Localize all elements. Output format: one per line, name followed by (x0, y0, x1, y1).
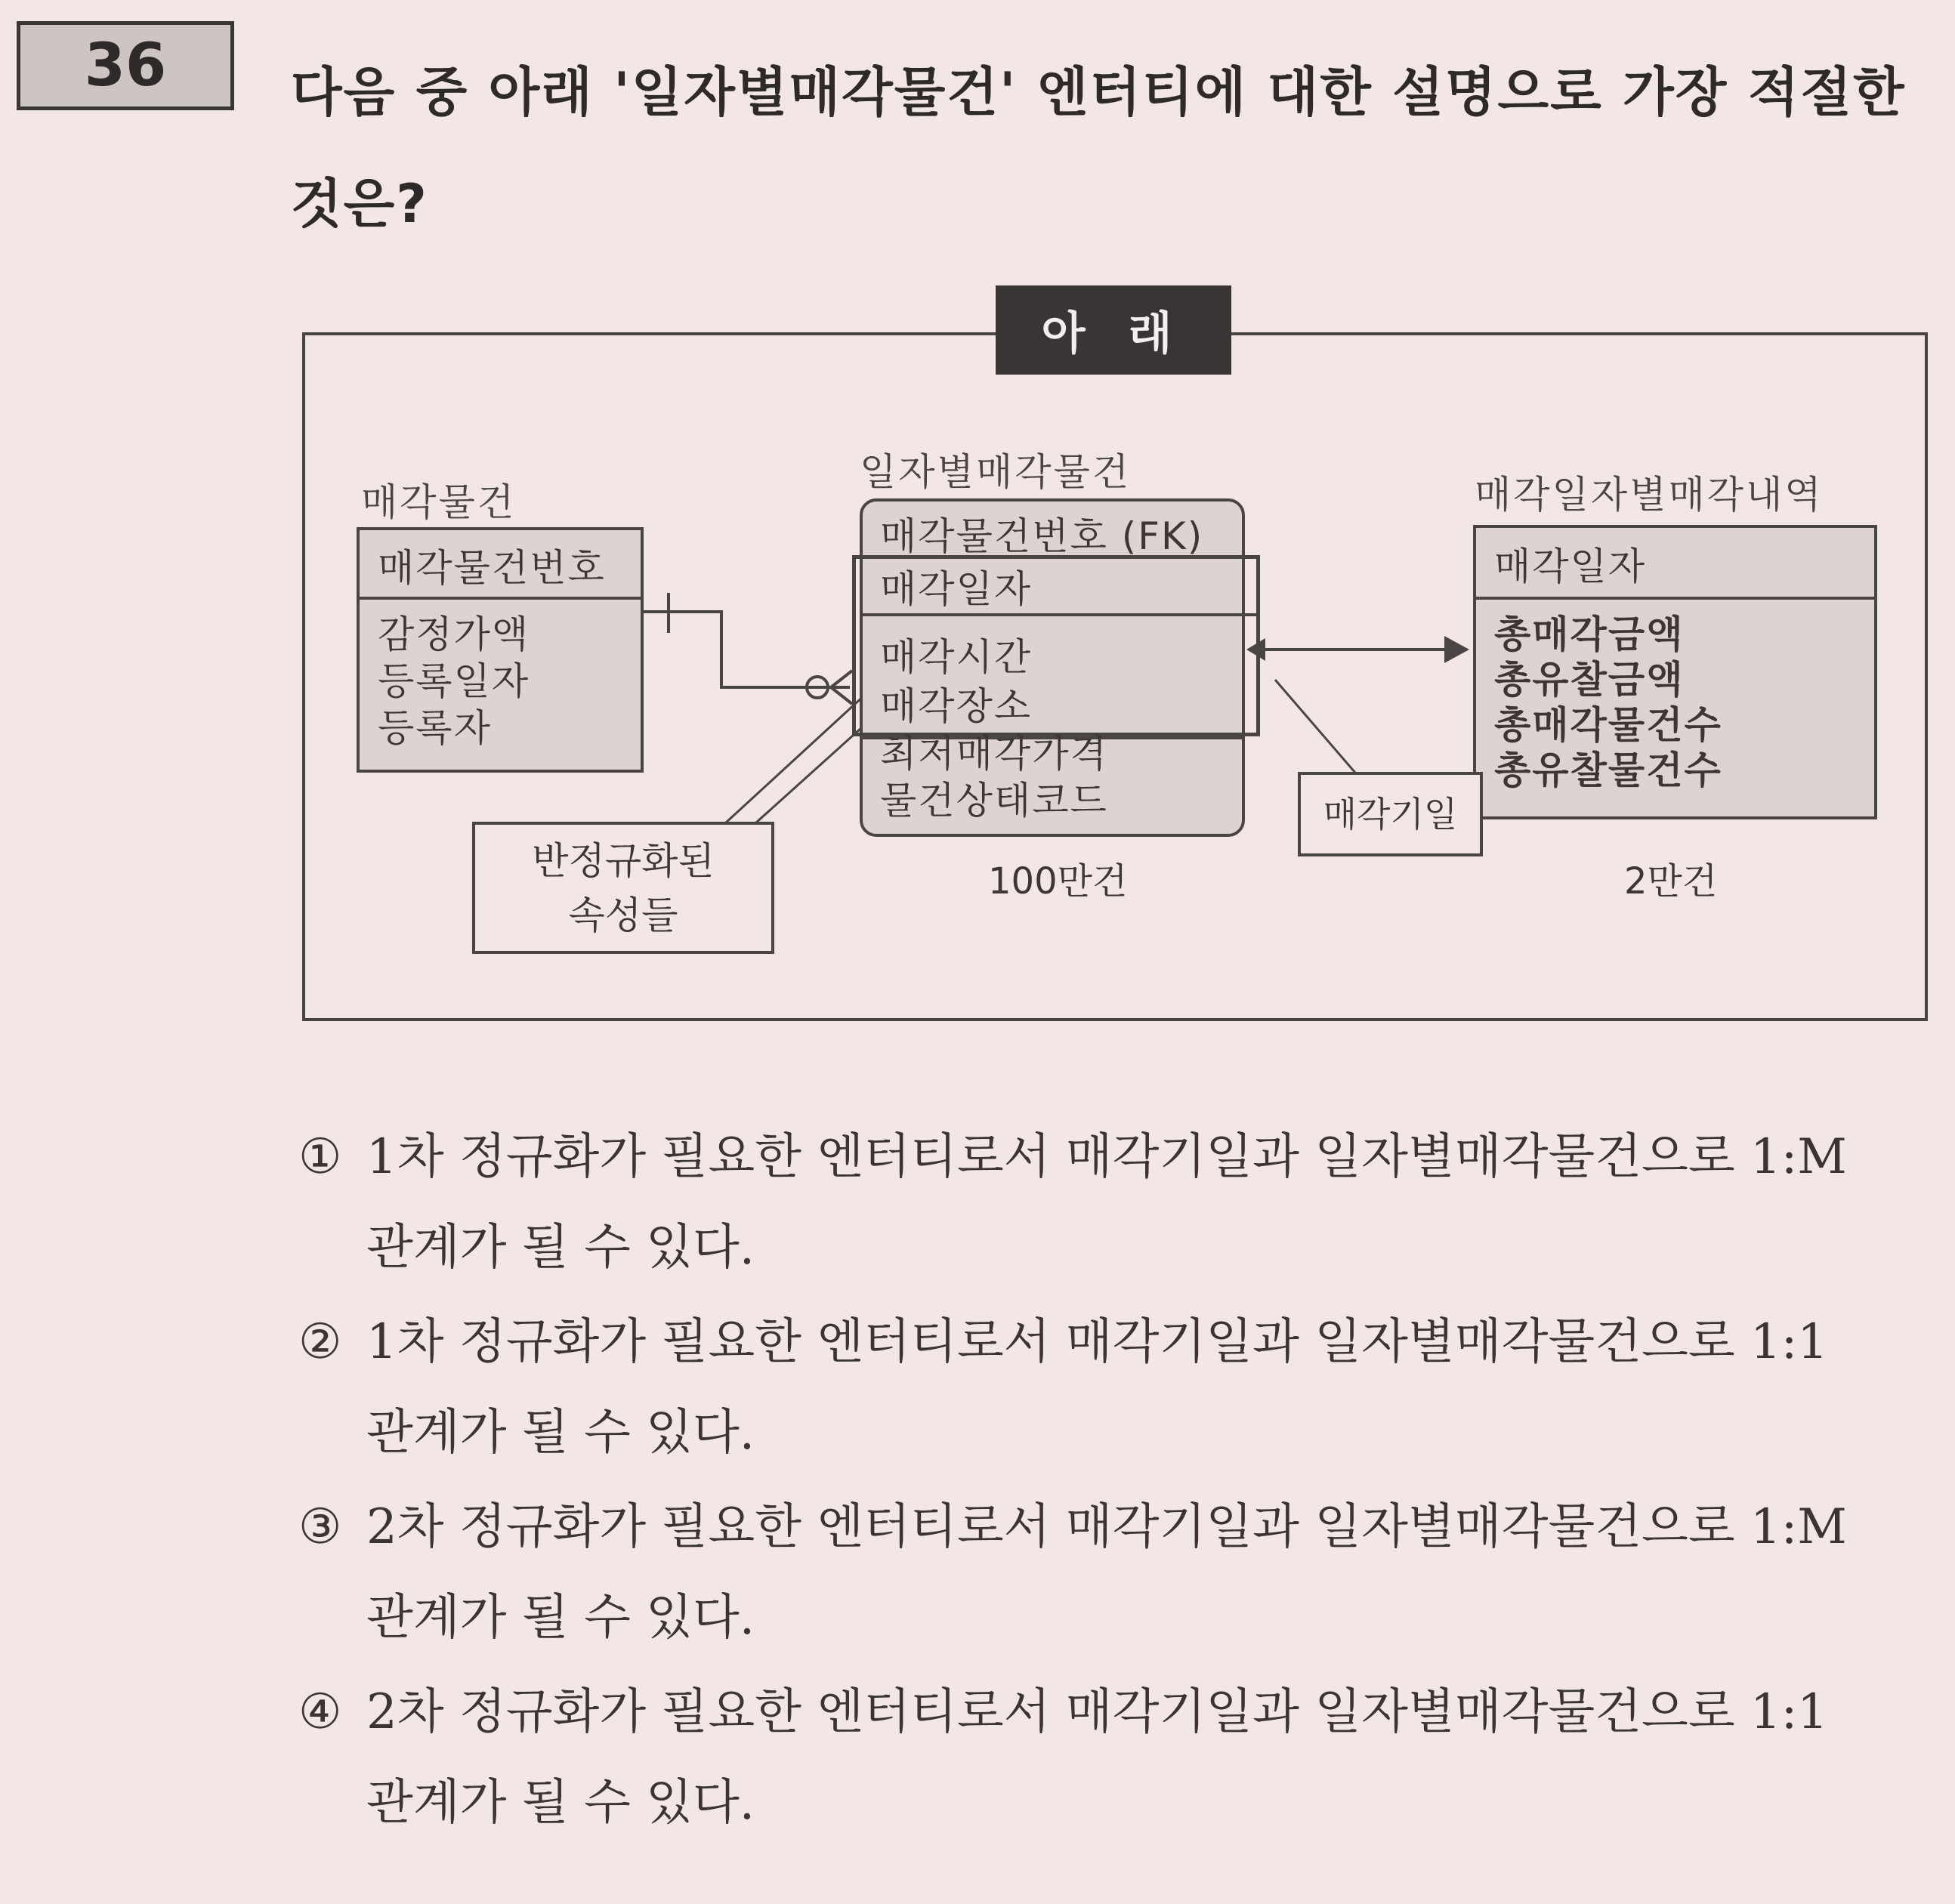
entity-attribute: 총유찰물건수 (1494, 748, 1722, 792)
entity-attribute: 매각시간 (880, 635, 1033, 679)
question-number: 36 (17, 21, 234, 110)
record-count-right: 2만건 (1624, 860, 1718, 903)
question-line-1: 다음 중 아래 '일자별매각물건' 엔터티에 대한 설명으로 가장 적절한 (291, 61, 1906, 123)
denormalized-note-line-2: 속성들 (568, 893, 678, 937)
entity-attribute: 등록일자 (378, 659, 530, 703)
entity-attribute: 물건상태코드 (880, 779, 1108, 822)
option-1-text: 1차 정규화가 필요한 엔터티로서 매각기일과 일자별매각물건으로 1:M (366, 1129, 1847, 1185)
arrow-head-right (1444, 636, 1469, 663)
option-4-line-1[interactable] (298, 1673, 1828, 1742)
entity-attribute: 등록자 (378, 706, 492, 750)
entity-divider (357, 597, 644, 600)
entity-attribute: 매각물건번호 (FK) (880, 514, 1204, 558)
entity-attribute: 총유찰금액 (1494, 658, 1685, 702)
denormalized-note-line-1: 반정규화된 (532, 838, 715, 883)
entity-attribute: 감정가액 (378, 613, 530, 656)
record-count-middle: 100만건 (988, 860, 1128, 903)
option-3-number: ③ (298, 1499, 342, 1555)
question-line-2: 것은? (291, 173, 428, 235)
entity-attribute: 최저매각가격 (880, 732, 1108, 776)
sale-date-note-text: 매각기일 (1323, 794, 1458, 835)
crowfoot-mark-upper (831, 671, 852, 687)
entity-divider (860, 613, 1260, 616)
option-3-line-1[interactable] (298, 1488, 1847, 1557)
option-1-line-2: 관계가 될 수 있다. (366, 1220, 755, 1276)
option-2-line-2: 관계가 될 수 있다. (366, 1405, 755, 1461)
option-4-line-2: 관계가 될 수 있다. (366, 1775, 755, 1831)
entity-key: 매각물건번호 (378, 546, 606, 590)
denorm-pointer-2 (755, 721, 869, 823)
option-4-number: ④ (298, 1684, 342, 1740)
figure-label: 아 래 (996, 285, 1231, 375)
entity-attribute: 총매각금액 (1494, 613, 1685, 656)
entity-title-daily-sale-item: 일자별매각물건 (860, 450, 1132, 494)
entity-attribute: 매각장소 (880, 684, 1033, 728)
option-2-line-1[interactable] (298, 1303, 1828, 1372)
option-3-text: 2차 정규화가 필요한 엔터티로서 매각기일과 일자별매각물건으로 1:M (366, 1499, 1847, 1555)
entity-key: 매각일자 (1494, 545, 1647, 588)
denorm-pointer-1 (725, 695, 865, 823)
crowfoot-mark-lower (831, 687, 852, 704)
entity-divider (1473, 597, 1877, 600)
option-4-text: 2차 정규화가 필요한 엔터티로서 매각기일과 일자별매각물건으로 1:1 (366, 1684, 1829, 1740)
denormalized-note (472, 822, 774, 954)
sale-date-note (1298, 772, 1483, 856)
option-2-number: ② (298, 1314, 342, 1370)
entity-title-sale-item: 매각물건 (361, 480, 517, 524)
option-1-number: ① (298, 1129, 342, 1185)
entity-title-daily-sale-summary: 매각일자별매각내역 (1475, 473, 1824, 517)
sale-date-callout-pointer (1275, 680, 1360, 778)
option-1-line-1[interactable] (298, 1118, 1847, 1187)
option-2-text: 1차 정규화가 필요한 엔터티로서 매각기일과 일자별매각물건으로 1:1 (366, 1314, 1829, 1370)
entity-attribute: 총매각물건수 (1494, 703, 1722, 747)
option-3-line-2: 관계가 될 수 있다. (366, 1590, 755, 1646)
entity-attribute: 매각일자 (880, 567, 1033, 611)
